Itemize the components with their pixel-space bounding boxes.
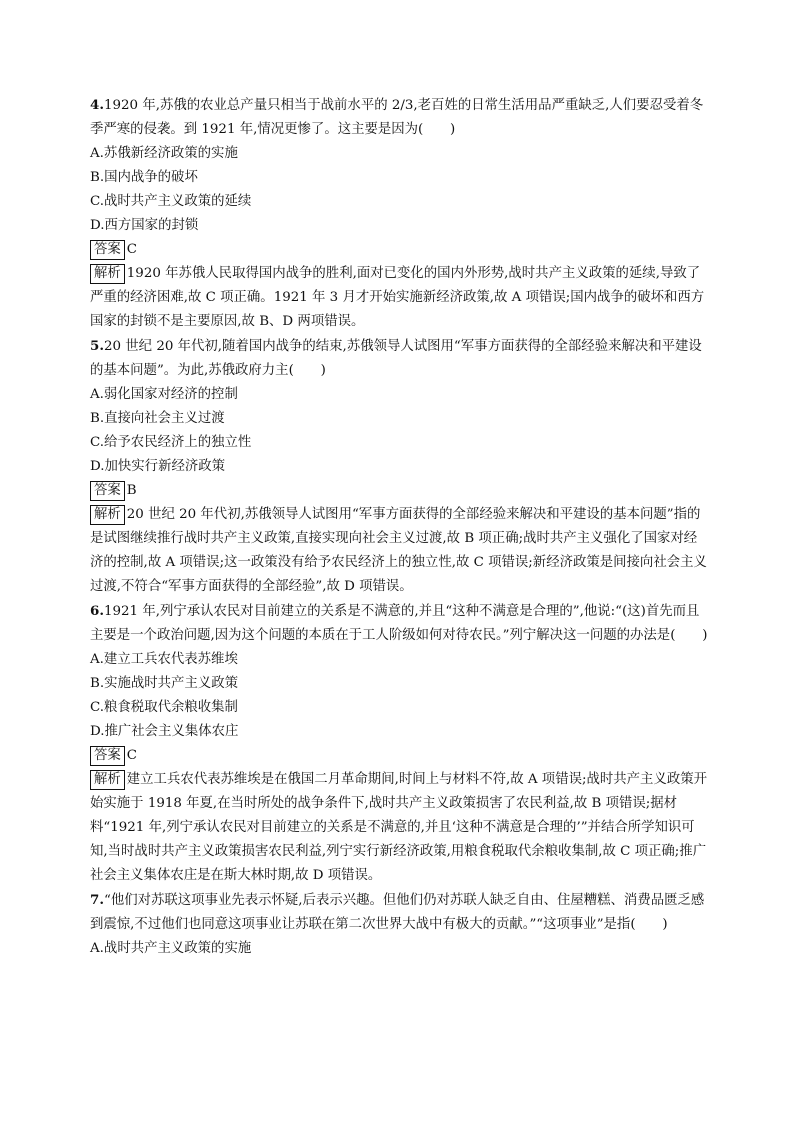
option-b: B.实施战时共产主义政策 bbox=[90, 676, 239, 691]
analysis-label: 解析 bbox=[90, 770, 125, 790]
answer-row bbox=[90, 238, 710, 262]
question-list bbox=[90, 93, 710, 961]
option-c: C.战时共产主义政策的延续 bbox=[90, 194, 252, 209]
question-text: 20 世纪 20 年代初,随着国内战争的结束,苏俄领导人试图用“军事方面获得的全部经验来解决和平建设的基本问题”。为此,苏俄政府力主( ) bbox=[90, 339, 702, 378]
answer-value: C bbox=[126, 242, 138, 257]
question-number: 7. bbox=[90, 892, 104, 908]
option-a: A.战时共产主义政策的实施 bbox=[90, 941, 252, 956]
analysis-row bbox=[90, 768, 710, 888]
option-b: B.直接向社会主义过渡 bbox=[90, 411, 225, 426]
question-stem bbox=[90, 888, 710, 937]
question-4 bbox=[90, 93, 710, 334]
option-a: A.苏俄新经济政策的实施 bbox=[90, 146, 238, 161]
question-number: 5. bbox=[90, 338, 104, 354]
question-7 bbox=[90, 888, 710, 961]
question-text: 1920 年,苏俄的农业总产量只相当于战前水平的 2/3,老百姓的日常生活用品严重缺乏,人们要忍受着冬季严寒的侵袭。到 1921 年,情况更惨了。这主要是因为( ) bbox=[90, 98, 704, 137]
analysis-label: 解析 bbox=[90, 264, 125, 284]
option-b: B.国内战争的破坏 bbox=[90, 170, 198, 185]
question-number: 6. bbox=[90, 603, 104, 619]
question-stem bbox=[90, 599, 710, 648]
question-5 bbox=[90, 334, 710, 599]
analysis-text: 20 世纪 20 年代初,苏俄领导人试图用“军事方面获得的全部经验来解决和平建设的基本问题”指的是试图继续推行战时共产主义政策,直接实现向社会主义过渡,故 B 项正确;战时共产主义强化了国家对经济的控制,故 A 项错误;这一政策没有给予农民经济上的独立性,故 C 项错误;新经济政策是间接向社会主义过渡,不符合“军事方面获得的全部经验”,故 D 项错误。 bbox=[90, 507, 707, 594]
answer-row bbox=[90, 479, 710, 503]
option-d: D.西方国家的封锁 bbox=[90, 218, 199, 233]
analysis-text: 1920 年苏俄人民取得国内战争的胜利,面对已变化的国内外形势,战时共产主义政策的延续,导致了严重的经济困难,故 C 项正确。1921 年 3 月才开始实施新经济政策,故 A 项错误;国内战争的破坏和西方国家的封锁不是主要原因,故 B、D 两项错误。 bbox=[90, 266, 705, 329]
answer-label: 答案 bbox=[90, 746, 125, 766]
question-stem bbox=[90, 334, 710, 383]
question-number: 4. bbox=[90, 97, 104, 113]
option-d: D.加快实行新经济政策 bbox=[90, 459, 226, 474]
option-a: A.建立工兵农代表苏维埃 bbox=[90, 652, 238, 667]
question-text: 1921 年,列宁承认农民对目前建立的关系是不满意的,并且“这种不满意是合理的”,他说:“(这)首先而且主要是一个政治问题,因为这个问题的本质在于工人阶级如何对待农民。”列宁解决这一问题的办法是( ) bbox=[90, 604, 708, 643]
question-text: “他们对苏联这项事业先表示怀疑,后表示兴趣。但他们仍对苏联人缺乏自由、住屋糟糕、消费品匮乏感到震惊,不过他们也同意这项事业让苏联在第二次世界大战中有极大的贡献。”“这项事业”是指( ) bbox=[90, 893, 705, 932]
option-c: C.给予农民经济上的独立性 bbox=[90, 435, 252, 450]
analysis-text: 建立工兵农代表苏维埃是在俄国二月革命期间,时间上与材料不符,故 A 项错误;战时共产主义政策开始实施于 1918 年夏,在当时所处的战争条件下,战时共产主义政策损害了农民利益,故 B 项错误;据材料“1921 年,列宁承认农民对目前建立的关系是不满意的,并且‘这种不满意是合理的’”并结合所学知识可知,当时战时共产主义政策损害农民利益,列宁实行新经济政策,用粮食税取代余粮收集制,故 C 项正确;推广社会主义集体农庄是在斯大林时期,故 D 项错误。 bbox=[90, 772, 708, 883]
option-d: D.推广社会主义集体农庄 bbox=[90, 724, 239, 739]
analysis-row bbox=[90, 503, 710, 599]
question-stem bbox=[90, 93, 710, 142]
question-6 bbox=[90, 599, 710, 888]
analysis-row bbox=[90, 262, 710, 334]
answer-label: 答案 bbox=[90, 240, 125, 260]
option-c: C.粮食税取代余粮收集制 bbox=[90, 700, 238, 715]
option-a: A.弱化国家对经济的控制 bbox=[90, 387, 238, 402]
answer-value: C bbox=[126, 748, 138, 763]
answer-value: B bbox=[126, 483, 137, 498]
answer-row bbox=[90, 744, 710, 768]
answer-label: 答案 bbox=[90, 481, 125, 501]
analysis-label: 解析 bbox=[90, 505, 125, 525]
